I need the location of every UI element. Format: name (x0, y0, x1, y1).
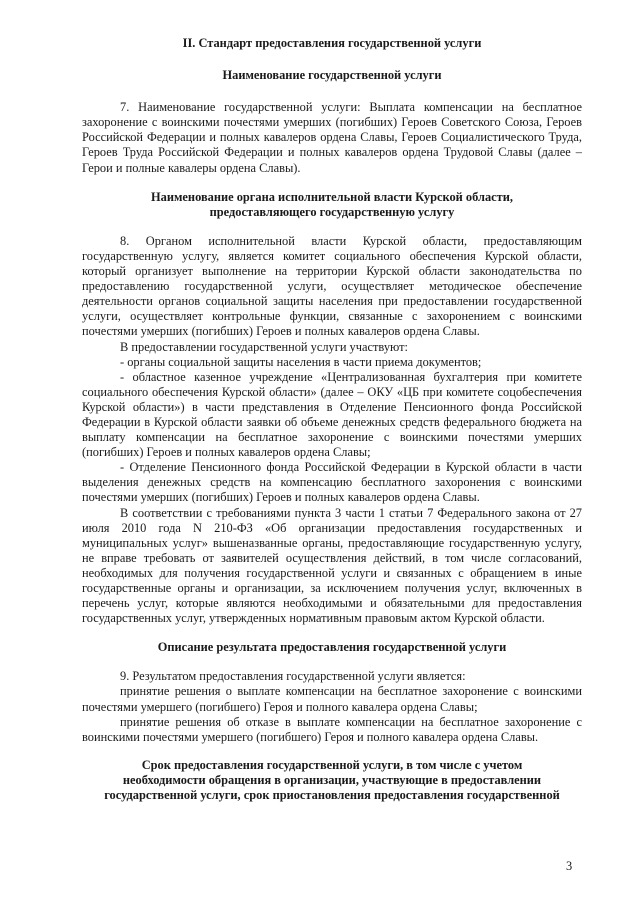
participant-item: - органы социальной защиты населения в части приема документов; (120, 354, 482, 369)
term-heading-line-3: государственной услуги, срок приостановления предоставления государственной (104, 788, 560, 803)
term-heading-line-1: Срок предоставления государственной услуги, в том числе с учетом (141, 757, 523, 772)
term-heading-line-2: необходимости обращения в организации, участвующие в предоставлении (122, 772, 542, 787)
document-page (82, 36, 582, 803)
result-item: принятие решения об отказе в выплате компенсации на бесплатное захоронение с воинскими почестями умершего (погибшего) Героя и полного кавалера ордена Славы. (82, 714, 582, 744)
spacer (82, 626, 582, 640)
organ-heading-line-2: предоставляющего государственную услугу (209, 204, 455, 219)
spacer (82, 176, 582, 190)
participant-item: - Отделение Пенсионного фонда Российской Федерации в Курской области в части выделения денежных средств на компенсацию бесплатного захоронения с воинскими почестями умерших (погибших) Героев и полных кавалеров ордена Славы. (82, 460, 582, 505)
participants-intro: В предоставлении государственной услуги участвуют: (120, 339, 408, 354)
law-paragraph: В соответствии с требованиями пункта 3 части 1 статьи 7 Федерального закона от 27 июля 2010 года N 210-ФЗ «Об организации предоставления государственных и муниципальных услуг» вышеназванные органы, предоставляющие государственную услугу, не вправе требовать от заявителей осуществления действий, в том числе согласований, необходимых для получения государственной услуги и связанных с обращением в иные государственные органы и организации, за исключением получения услуг, включенных в перечень услуг, которые являются необходимыми и обязательными для предоставления государственных услуг, утвержденных нормативным правовым актом Курской области. (82, 505, 582, 626)
result-item: принятие решения о выплате компенсации на бесплатное захоронение с воинскими почестями умершего (погибшего) Героя и полного кавалера ордена Славы; (82, 684, 582, 714)
participant-item: - областное казенное учреждение «Централизованная бухгалтерия при комитете социального обеспечения Курской области» (далее – ОКУ «ЦБ при комитете соцобеспечения Курской области») в части представления в Отделение Пенсионного фонда Российской Федерации в Курской области заявки об объеме денежных средств федерального бюджета на выплату компенсации на бесплатное захоронение с воинскими почестями умерших (погибших) Героев и полных кавалеров ордена Славы; (82, 369, 582, 460)
spacer (82, 745, 582, 758)
section-title: II. Стандарт предоставления государственной услуги (182, 36, 482, 50)
paragraph-8: 8. Органом исполнительной власти Курской области, предоставляющим государственную услугу, является комитет социального обеспечения Курской области, который организует выполнение на территории Курской области законодательства по предоставлению государственной услуги, осуществляет методическое обеспечение деятельности органов социальной защиты населения при предоставлении государственной услуги, осуществляет контрольные функции, связанные с захоронением с воинскими почестями умерших (погибших) Героев и полных кавалеров ордена Славы. (82, 233, 582, 339)
paragraph-9: 9. Результатом предоставления государственной услуги является: (120, 669, 466, 684)
organ-heading-line-1: Наименование органа исполнительной власти Курской области, (151, 189, 513, 204)
service-name-heading: Наименование государственной услуги (222, 68, 442, 83)
result-heading: Описание результата предоставления государственной услуги (157, 640, 507, 655)
paragraph-7: 7. Наименование государственной услуги: Выплата компенсации на бесплатное захоронение с воинскими почестями умерших (погибших) Героев Советского Союза, Героев Российской Федерации и полных кавалеров ордена Славы, Героев Социалистического Труда, Героев Труда Российской Федерации и полных кавалеров ордена Трудовой Славы (далее – Герои и полные кавалеры ордена Славы). (82, 100, 582, 175)
page-number: 3 (566, 859, 573, 873)
